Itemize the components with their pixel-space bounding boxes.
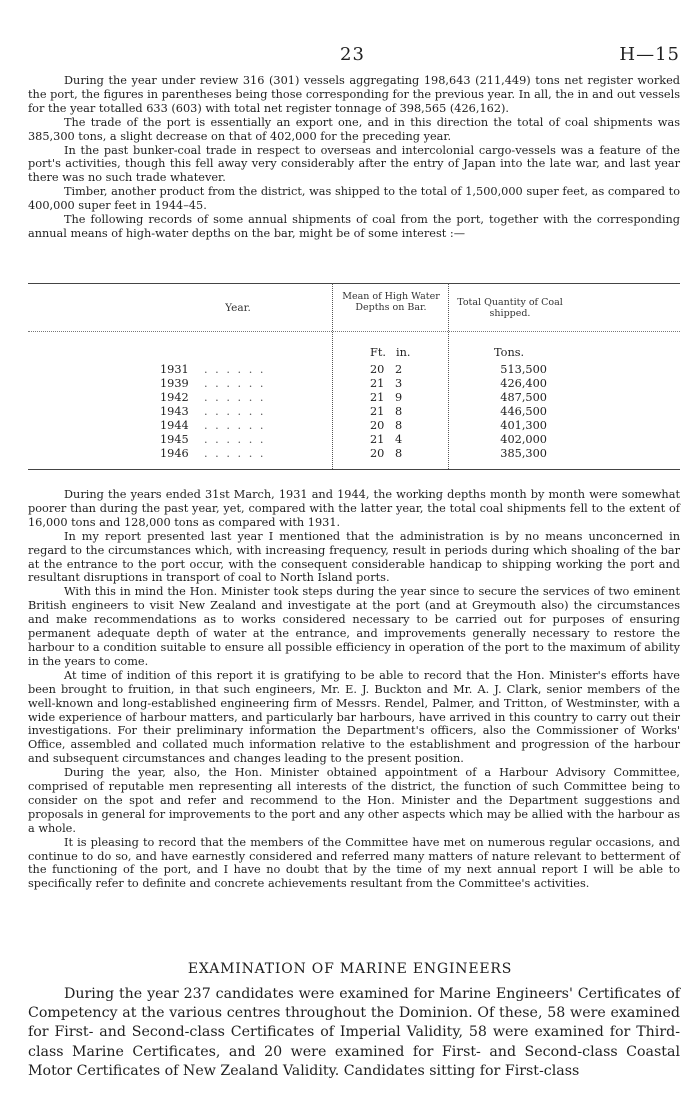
paragraph: The following records of some annual shipments of coal from the port, together with the corresponding annual means of high-water depths on the bar, might be of some interest :— [28, 213, 680, 240]
depth-column-header: Mean of High Water Depths on Bar. [342, 291, 440, 313]
tons-cell: 446,500 [500, 405, 547, 418]
table-row [28, 433, 680, 447]
paragraph: During the year under review 316 (301) vessels aggregating 198,643 (211,449) tons net register worked the port, the figures in parentheses being those corresponding for the previous year. In all, the in and out vessels for the year totalled 633 (603) with total net register tonnage of 398,565 (426,162). [28, 74, 680, 115]
paragraph: During the year, also, the Hon. Minister obtained appointment of a Harbour Advisory Committee, comprised of reputable men representing all interests of the district, the function of such Committee being to consider on the spot and refer and recommend to the Hon. Minister and the Department suggestions and proposals in general for improvements to the port and any other aspects which may be allied with the harbour as a whole. [28, 766, 680, 835]
year-cell: 1946 [160, 447, 189, 460]
table-row [28, 363, 680, 377]
paragraph: In the past bunker-coal trade in respect to overseas and intercolonial cargo-vessels was a feature of the port's activities, though this fell away very considerably after the entry of Japan into the late war, and last year there was no such trade whatever. [28, 143, 680, 185]
year-cell: 1939 [160, 377, 189, 390]
inches-cell: 3 [395, 377, 403, 390]
dot-leader: . . . . . . [204, 447, 266, 460]
year-cell: 1931 [160, 363, 189, 376]
feet-cell: 21 [370, 433, 385, 446]
feet-cell: 21 [370, 391, 385, 404]
table-row [28, 377, 680, 391]
feet-cell: 20 [370, 447, 385, 460]
dot-leader: . . . . . . [204, 377, 266, 390]
table-top-rule [28, 283, 680, 284]
dot-leader: . . . . . . [204, 363, 266, 376]
year-cell: 1942 [160, 391, 189, 404]
table-row [28, 447, 680, 461]
table-header-rule [28, 331, 680, 332]
page-header [0, 44, 700, 68]
paragraph: During the year 237 candidates were examined for Marine Engineers' Certificates of Competency at the various centres throughout the Dominion. Of these, 58 were examined for First- and Second-class Certificates of Imperial Validity, 58 were examined for Third-class Marine Certificates, and 20 were examined for First- and Second-class Coastal Motor Certificates of New Zealand Validity. Candidates sitting for First-class [28, 986, 680, 1079]
table-row [28, 419, 680, 433]
paragraph: During the years ended 31st March, 1931 and 1944, the working depths month by month were somewhat poorer than during the past year, yet, compared with the latter year, the total coal shipments fell to the extent of 16,000 tons and 128,000 tons as compared with 1931. [28, 488, 680, 529]
inches-cell: 9 [395, 391, 403, 404]
feet-unit: Ft. [370, 346, 386, 359]
inches-cell: 8 [395, 405, 403, 418]
year-column-header: Year. [225, 302, 251, 314]
dot-leader: . . . . . . [204, 419, 266, 432]
inches-cell: 4 [395, 433, 403, 446]
feet-cell: 20 [370, 363, 385, 376]
table-bottom-rule [28, 469, 680, 470]
feet-cell: 20 [370, 419, 385, 432]
port-trade-section [28, 74, 680, 241]
paragraph: The trade of the port is essentially an export one, and in this direction the total of coal shipments was 385,300 tons, a slight decrease on that of 402,000 for the preceding year. [28, 115, 680, 143]
paragraph: In my report presented last year I mentioned that the administration is by no means unconcerned in regard to the circumstances which, with increasing frequency, result in periods during which shoaling of the bar at the entrance to the port occur, with the consequent considerable handicap to shipping working the port and resultant disruptions in transport of coal to North Island ports. [28, 529, 680, 585]
tons-cell: 402,000 [500, 433, 547, 446]
paragraph: At time of indition of this report it is gratifying to be able to record that the Hon. Minister's efforts have been brought to fruition, in that such engineers, Mr. E. J. Buckton and Mr. A. J. Clark, senior members of the well-known and long-established engineering firm of Messrs. Rendel, Palmer, and Tritton, of Westminster, with a wide experience of harbour matters, and particularly bar harbours, have arrived in this country to carry out their investigations. For their preliminary information the Department's officers, also the Commissioner of Works' Office, assembled and collated much information relative to the establishment and progression of the harbour and subsequent circumstances and changes leading to the present position. [28, 668, 680, 766]
page-number: 23 [340, 44, 365, 65]
harbour-improvements-section [28, 488, 680, 891]
tons-cell: 385,300 [500, 447, 547, 460]
table-row [28, 391, 680, 405]
feet-cell: 21 [370, 377, 385, 390]
coal-shipments-table [28, 283, 680, 479]
inches-cell: 2 [395, 363, 403, 376]
paragraph: With this in mind the Hon. Minister took steps during the year since to secure the services of two eminent British engineers to visit New Zealand and investigate at the port (and at Greymouth also) the circumstances and make recommendations as to works considered necessary to be carried out for purposes of ensuring permanent adequate depth of water at the entrance, and improvements generally necessary to restore the harbour to a condition suitable to ensure all possible efficiency in operation of the port to the maximum of ability in the years to come. [28, 585, 680, 668]
inches-unit: in. [396, 346, 411, 359]
year-cell: 1945 [160, 433, 189, 446]
table-row [28, 405, 680, 419]
inches-cell: 8 [395, 419, 403, 432]
document-reference: H—15 [619, 44, 680, 65]
marine-engineers-section [28, 985, 680, 1081]
tons-cell: 487,500 [500, 391, 547, 404]
tons-cell: 426,400 [500, 377, 547, 390]
dot-leader: . . . . . . [204, 433, 266, 446]
section-heading: EXAMINATION OF MARINE ENGINEERS [187, 961, 513, 977]
tons-unit: Tons. [494, 346, 525, 359]
year-cell: 1944 [160, 419, 189, 432]
tons-cell: 401,300 [500, 419, 547, 432]
feet-cell: 21 [370, 405, 385, 418]
paragraph: Timber, another product from the district, was shipped to the total of 1,500,000 super feet, as compared to 400,000 super feet in 1944–45. [28, 185, 680, 213]
year-cell: 1943 [160, 405, 189, 418]
paragraph: It is pleasing to record that the members of the Committee have met on numerous regular occasions, and continue to do so, and have earnestly considered and referred many matters of nature relevant to betterment of the functioning of the port, and I have no doubt that by the time of my next annual report I will be able to specifically refer to definite and concrete achievements resultant from the Committee's activities. [28, 835, 680, 891]
quantity-column-header: Total Quantity of Coal shipped. [457, 297, 563, 319]
dot-leader: . . . . . . [204, 405, 266, 418]
inches-cell: 8 [395, 447, 403, 460]
tons-cell: 513,500 [500, 363, 547, 376]
dot-leader: . . . . . . [204, 391, 266, 404]
